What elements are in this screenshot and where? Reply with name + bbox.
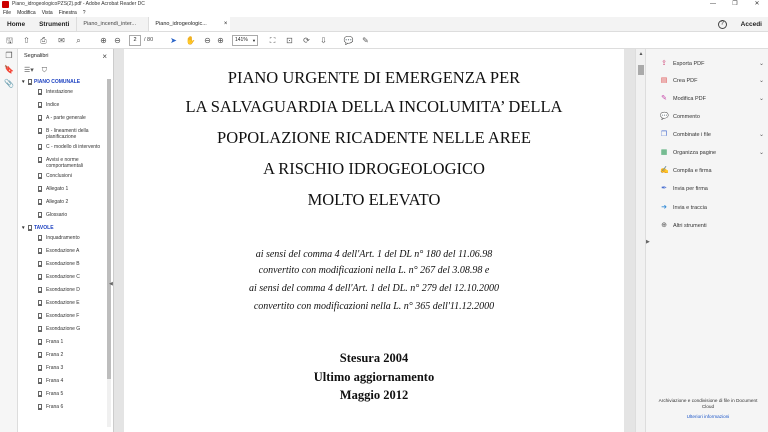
bookmark-item-label: Frana 3 — [46, 365, 64, 371]
bookmark-item-label: Indice — [46, 102, 60, 108]
bookmark-item-label: Intestazione — [46, 89, 73, 95]
save-icon[interactable]: 🖫 — [6, 36, 13, 45]
tool-item-label: Invia per firma — [673, 186, 708, 192]
bookmarks-header — [18, 49, 113, 64]
bookmarks-icon[interactable]: 🔖 — [4, 65, 14, 74]
bookmark-icon — [38, 352, 42, 358]
page-thumbnails-icon[interactable]: ❐ — [5, 51, 13, 60]
doc-title-line: PIANO URGENTE DI EMERGENZA PER — [227, 68, 521, 87]
bookmark-item[interactable] — [18, 113, 113, 126]
bookmark-icon — [38, 144, 42, 150]
scroll-up-icon[interactable]: ▲ — [638, 51, 644, 57]
bookmark-item-label: Esondazione E — [46, 300, 80, 306]
export-pdf-icon: ⇪ — [661, 60, 667, 67]
bookmark-item-label: A - parte generale — [46, 115, 86, 121]
attachments-icon[interactable]: 📎 — [4, 79, 14, 88]
doc-legal-line: ai sensi del comma 4 dell'Art. 1 del DL n° 180 del 11.06.98 — [255, 249, 493, 260]
send-track-icon: ➜ — [661, 204, 667, 211]
collapse-right-panel-icon[interactable]: ▶ — [646, 239, 650, 245]
collapse-left-panel-icon[interactable]: ◀ — [109, 281, 113, 287]
doc-title-line: POPOLAZIONE RICADENTE NELLE AREE — [217, 128, 531, 147]
bookmark-icon — [38, 391, 42, 397]
menu-bar — [0, 9, 768, 17]
bookmark-icon — [38, 274, 42, 280]
document-cloud-promo — [654, 398, 762, 420]
bookmarks-list — [18, 77, 113, 415]
bookmarks-scrollbar[interactable] — [107, 79, 111, 427]
bookmark-item-label: Inquadramento — [46, 235, 80, 241]
menu-finestra[interactable]: Finestra — [58, 10, 77, 16]
bookmark-item[interactable] — [18, 87, 113, 100]
tab-tools[interactable]: Strumenti — [39, 21, 70, 28]
doc-title-line: MOLTO ELEVATO — [307, 190, 441, 209]
more-tools-icon: ⊕ — [661, 222, 667, 229]
edit-pdf-icon: ✎ — [661, 95, 667, 102]
bookmark-icon — [38, 115, 42, 121]
bookmark-item[interactable] — [18, 210, 113, 223]
bookmark-item-label: Frana 2 — [46, 352, 64, 358]
bookmark-item-label: Esondazione D — [46, 287, 80, 293]
bookmark-item[interactable] — [18, 337, 113, 350]
bookmark-item[interactable] — [18, 350, 113, 363]
tool-item-label: Modifica PDF — [673, 96, 707, 102]
bookmark-icon — [38, 300, 42, 306]
zoom-select[interactable] — [232, 35, 258, 46]
bookmark-item[interactable] — [18, 197, 113, 210]
doc-legal-line: convertito con modificazioni nella L. n° 365 dell'11.12.2000 — [253, 301, 495, 312]
tool-item[interactable] — [660, 204, 764, 212]
bookmark-icon — [38, 212, 42, 218]
tab-bar — [0, 17, 768, 32]
pdf-page — [124, 49, 624, 432]
doc-legal-line: ai sensi del comma 4 dell'Art. 1 del DL. n° 279 del 12.10.2000 — [248, 283, 499, 294]
chevron-down-icon: ▼ — [252, 38, 256, 43]
bookmark-item[interactable] — [18, 311, 113, 324]
main-toolbar — [0, 32, 768, 49]
doc-version-line: Ultimo aggiornamento — [313, 370, 435, 384]
doc-version-line: Stesura 2004 — [339, 351, 409, 365]
bookmark-icon — [38, 248, 42, 254]
bookmark-item[interactable] — [18, 246, 113, 259]
search-icon[interactable]: ⌕ — [76, 36, 81, 45]
bookmark-icon — [38, 128, 42, 134]
bookmark-icon — [38, 235, 42, 241]
zoom-value: 141% — [235, 37, 248, 43]
tool-item-label: Crea PDF — [673, 78, 698, 84]
page-total: / 80 — [144, 37, 154, 43]
bookmark-icon — [38, 339, 42, 345]
bookmark-icon — [38, 404, 42, 410]
send-signature-icon: ✒ — [661, 185, 667, 192]
menu-file[interactable]: File — [3, 10, 12, 16]
bookmark-item-label: Frana 1 — [46, 339, 64, 345]
bookmark-item[interactable] — [18, 298, 113, 311]
window-titlebar — [0, 0, 768, 9]
bookmark-item[interactable] — [18, 285, 113, 298]
next-page-icon[interactable]: ⊖ — [114, 36, 121, 45]
bookmark-item-label: Frana 6 — [46, 404, 64, 410]
minimize-button[interactable]: — — [710, 1, 716, 7]
window-controls — [702, 0, 768, 9]
bookmarks-title: Segnalibri — [24, 53, 49, 59]
tools-pane — [645, 49, 768, 432]
menu-help[interactable]: ? — [82, 10, 86, 16]
bookmark-item[interactable] — [18, 233, 113, 246]
close-window-button[interactable]: ✕ — [754, 1, 760, 7]
previous-page-icon[interactable]: ⊕ — [100, 36, 107, 45]
upload-icon[interactable]: ⇧ — [23, 36, 30, 45]
bookmark-item-label: Frana 5 — [46, 391, 64, 397]
bookmark-item[interactable] — [18, 389, 113, 402]
learn-more-link[interactable]: Ulteriori informazioni — [686, 414, 730, 419]
tool-item[interactable] — [660, 113, 764, 121]
menu-modifica[interactable]: Modifica — [17, 10, 36, 16]
bookmark-item-label: B - lineamenti della pianificazione — [46, 128, 89, 140]
bookmark-item[interactable] — [18, 272, 113, 285]
tool-item[interactable] — [660, 149, 764, 157]
sign-in-button[interactable]: Accedi — [740, 20, 762, 28]
bookmarks-panel — [18, 49, 114, 432]
bookmark-icon — [38, 326, 42, 332]
zoom-out-icon[interactable]: ⊖ — [204, 36, 211, 45]
bookmark-icon — [38, 365, 42, 371]
bookmark-icon — [38, 313, 42, 319]
tool-item[interactable] — [660, 131, 764, 139]
chevron-down-icon[interactable]: ⌄ — [758, 96, 764, 102]
fit-page-icon[interactable]: ⛶ — [269, 36, 276, 45]
tool-item[interactable] — [660, 60, 764, 68]
tab-document-label: Piano_idrogeologic... — [155, 21, 207, 27]
bookmark-icon — [38, 157, 42, 163]
bookmarks-toolbar — [18, 64, 113, 77]
window-title: Piano_idrogeologicoPZS(2).pdf - Adobe Acrobat Reader DC — [12, 1, 145, 7]
doc-title-line: A RISCHIO IDROGEOLOGICO — [263, 159, 485, 178]
bookmark-section[interactable] — [18, 223, 113, 233]
tool-item[interactable] — [660, 185, 764, 193]
document-viewer[interactable] — [114, 49, 641, 432]
rotate-icon[interactable]: ⟳ — [303, 36, 310, 45]
new-bookmark-icon[interactable]: ⛉ — [41, 67, 48, 74]
tab-document-idrogeologico[interactable] — [148, 17, 230, 31]
scroll-mode-icon[interactable]: ⇩ — [320, 36, 327, 45]
tool-item[interactable] — [660, 77, 764, 85]
bookmark-item-label: Conclusioni — [46, 173, 72, 179]
expand-toggle-icon[interactable]: ▾ — [22, 79, 25, 85]
tab-document-incendi[interactable] — [76, 17, 148, 31]
tool-item[interactable] — [660, 95, 764, 103]
bookmark-item[interactable] — [18, 142, 113, 155]
combine-files-icon: ❐ — [660, 131, 668, 138]
email-icon[interactable]: ✉ — [58, 36, 65, 45]
document-scrollbar[interactable] — [635, 49, 645, 432]
print-icon[interactable]: ⎙ — [40, 36, 47, 45]
close-tab-icon[interactable]: × — [223, 21, 228, 27]
bookmark-icon — [38, 186, 42, 192]
bookmark-item[interactable] — [18, 363, 113, 376]
bookmark-section-label: TAVOLE — [34, 225, 54, 231]
chevron-down-icon[interactable]: ⌄ — [758, 132, 764, 138]
tool-item-label: Compila e firma — [673, 168, 712, 174]
chevron-down-icon[interactable]: ⌄ — [758, 78, 764, 84]
bookmark-item-label: Esondazione C — [46, 274, 80, 280]
bookmark-item[interactable] — [18, 100, 113, 113]
bookmark-icon — [38, 89, 42, 95]
bookmark-item-label: Esondazione G — [46, 326, 81, 332]
tool-item[interactable] — [660, 222, 764, 230]
bookmark-item-label: Avvisi e norme comportamentali — [46, 157, 83, 169]
bookmark-section[interactable] — [18, 77, 113, 87]
doc-title-line: LA SALVAGUARDIA DELLA INCOLUMITA’ DELLA — [185, 97, 563, 116]
create-pdf-icon: ▤ — [660, 77, 668, 84]
menu-vista[interactable]: Vista — [41, 10, 53, 16]
bookmark-item-label: Glossario — [46, 212, 68, 218]
bookmark-icon — [28, 225, 32, 231]
bookmark-icon — [38, 378, 42, 384]
bookmark-icon — [38, 102, 42, 108]
bookmark-item-label: Allegato 1 — [46, 186, 69, 192]
bookmark-icon — [38, 261, 42, 267]
bookmark-icon — [38, 173, 42, 179]
options-menu-icon[interactable]: ☰▾ — [24, 67, 34, 74]
bookmark-icon — [28, 79, 32, 85]
bookmark-item-label: Allegato 2 — [46, 199, 69, 205]
bookmark-icon — [38, 287, 42, 293]
chevron-down-icon[interactable]: ⌄ — [758, 150, 764, 156]
tool-item-label: Esporta PDF — [673, 61, 705, 67]
bookmark-item[interactable] — [18, 155, 113, 171]
maximize-button[interactable]: ❐ — [732, 1, 738, 7]
bookmark-item-label: Esondazione B — [46, 261, 80, 267]
scrollbar-thumb[interactable] — [107, 79, 111, 379]
bookmark-item[interactable] — [18, 184, 113, 197]
tool-item-label: Commento — [673, 114, 700, 120]
hand-tool-icon[interactable]: ✋ — [185, 36, 196, 45]
help-icon[interactable]: ? — [718, 20, 727, 29]
organize-pages-icon: ▦ — [660, 149, 668, 156]
bookmark-item-label: C - modello di intervento — [46, 144, 101, 150]
acrobat-app-icon — [2, 1, 9, 8]
doc-legal-line: convertito con modificazioni nella L. n° 267 del 3.08.98 e — [258, 265, 490, 276]
bookmark-item[interactable] — [18, 259, 113, 272]
bookmark-item[interactable] — [18, 171, 113, 184]
bookmark-item[interactable] — [18, 402, 113, 415]
expand-toggle-icon[interactable]: ▾ — [22, 225, 25, 231]
select-cursor-icon[interactable]: ➤ — [170, 36, 177, 45]
bookmark-item-label: Frana 4 — [46, 378, 64, 384]
bookmark-item[interactable] — [18, 324, 113, 337]
tab-home[interactable]: Home — [7, 21, 26, 28]
tab-document-label: Piano_incendi_inter... — [83, 21, 136, 27]
tool-item[interactable] — [660, 167, 764, 175]
scrollbar-thumb[interactable] — [638, 65, 644, 75]
fill-sign-icon: ✍ — [660, 167, 669, 174]
tool-item-label: Invia e traccia — [673, 205, 707, 211]
bookmark-item-label: Esondazione F — [46, 313, 80, 319]
tool-item-label: Organizza pagine — [673, 150, 717, 156]
doc-version-line: Maggio 2012 — [339, 388, 409, 402]
bookmark-item-label: Esondazione A — [46, 248, 80, 254]
zoom-in-icon[interactable]: ⊕ — [217, 36, 224, 45]
chevron-down-icon[interactable]: ⌄ — [758, 61, 764, 67]
navigation-icon-strip — [0, 49, 18, 432]
tool-item-label: Altri strumenti — [673, 223, 707, 229]
comment-icon: 💬 — [660, 113, 669, 120]
bookmark-item[interactable] — [18, 126, 113, 142]
page-number-input[interactable]: 2 — [129, 35, 141, 46]
comment-icon[interactable]: 💬 — [343, 36, 354, 45]
bookmark-item[interactable] — [18, 376, 113, 389]
highlight-pen-icon[interactable]: ✎ — [362, 36, 369, 45]
cloud-text: Archiviazione e condivisione di file in Document Cloud — [658, 398, 758, 409]
bookmark-section-label: PIANO COMUNALE — [34, 79, 81, 85]
full-screen-icon[interactable]: ⊡ — [286, 36, 293, 45]
close-panel-icon[interactable]: × — [102, 52, 107, 61]
tool-item-label: Combinate i file — [673, 132, 711, 138]
bookmark-icon — [38, 199, 42, 205]
